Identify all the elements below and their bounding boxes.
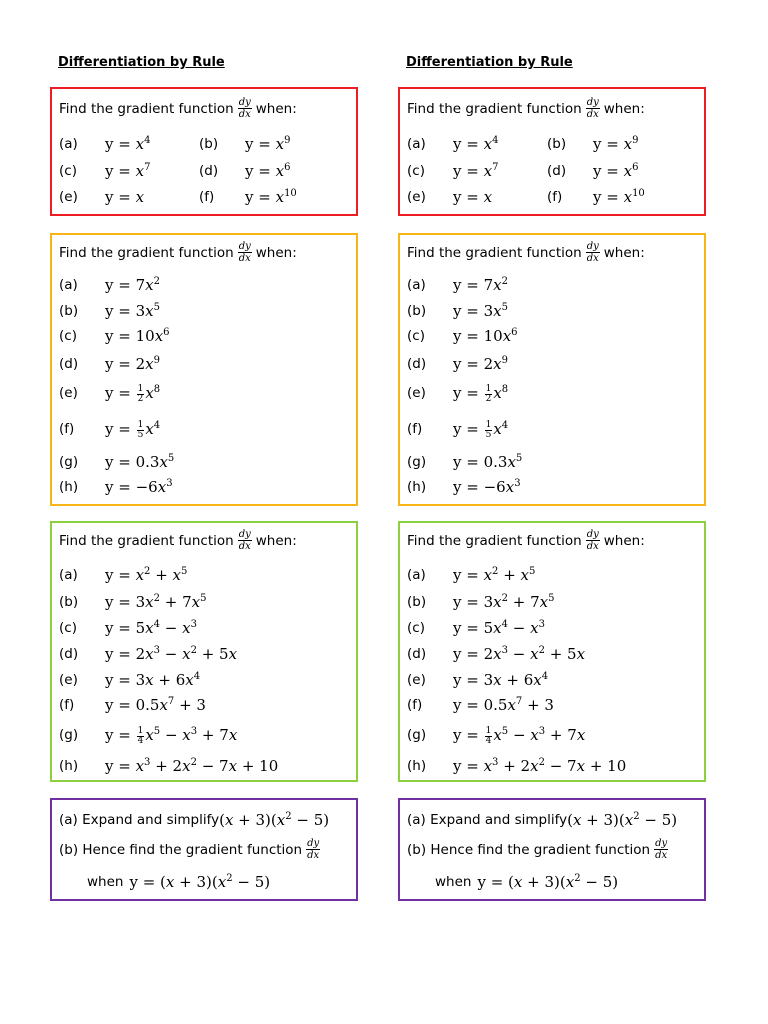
equation: $y = x^3 + 2x^2 - 7x + 10$ [105,757,279,775]
question-label: (a) [59,277,78,293]
question-label: (d) [59,646,79,662]
question-label: (b) [59,594,79,610]
question-row [52,324,356,348]
dy-dx-fraction: $\frac{dy}{dx}$ [655,838,668,861]
equation: $y = 3x + 6x^4$ [105,671,201,689]
question-label: (b) [59,303,79,319]
question-row [400,616,704,640]
question-label: (h) [59,758,79,774]
equation: $y = -6x^3$ [453,478,521,496]
question-row [52,299,356,323]
exercise-box-green [398,521,706,782]
question-row [52,352,356,376]
question-label: (e) [59,189,78,205]
question-row [52,723,356,747]
equation: $y = 2x^3 - x^2 + 5x$ [105,645,238,663]
question-row [52,693,356,717]
dy-dx-fraction: $\frac{dy}{dx}$ [238,529,251,552]
product-expression: $(x + 3)(x^2 - 5)$ [219,811,330,829]
question-row [52,450,356,474]
question-label: (c) [407,620,425,636]
exercise-box-green [50,521,358,782]
worksheet-heading: Differentiation by Rule [406,55,573,70]
prompt [407,241,645,264]
prompt-text: Find the gradient function [407,532,582,549]
question-label: (b) [547,136,567,152]
question-row [400,668,704,692]
prompt-suffix: when: [603,532,645,549]
question-row [400,273,704,297]
gradient-question [407,838,672,861]
dy-dx-fraction: $\frac{dy}{dx}$ [238,241,251,264]
question-label: (e) [407,189,426,205]
exercise-box-orange [398,233,706,506]
question-label: (a) [407,277,426,293]
question-label: (c) [59,163,77,179]
prompt-suffix: when: [603,100,645,117]
equation: $y = 2x^3 - x^2 + 5x$ [453,645,586,663]
question-label: (b) [407,594,427,610]
prompt [59,529,297,552]
question-label: (e) [407,385,426,401]
question-row [52,754,356,778]
gradient-question [59,838,324,861]
question-row [400,299,704,323]
equation: $y = x^6$ [593,162,639,180]
when-text: when [435,874,472,890]
question-row [400,563,704,587]
equation: $y = 7x^2$ [105,276,160,294]
prompt-text: Find the gradient function [407,244,582,261]
question-row [400,723,704,747]
question-row [52,185,356,209]
question-row [52,642,356,666]
dy-dx-fraction: $\frac{dy}{dx}$ [238,97,251,120]
equation: $y = 3x^5$ [105,302,160,320]
when-text: when [87,874,124,890]
question-label: (a) [59,567,78,583]
question-label: (c) [59,328,77,344]
function-expression: $y = (x + 3)(x^2 - 5)$ [477,873,619,891]
equation: $y = 2x^9$ [453,355,508,373]
question-row [52,563,356,587]
equation: $y = x^9$ [593,135,639,153]
equation: $y = 3x + 6x^4$ [453,671,549,689]
question-label: (d) [199,163,219,179]
question-label: (f) [407,421,423,437]
gradient-text: (b) Hence find the gradient function [407,841,651,858]
equation: $y = x^4$ [453,135,499,153]
question-row [400,185,704,209]
equation: $y = x^{10}$ [245,188,297,206]
equation: $y = x^9$ [245,135,291,153]
gradient-condition [87,870,270,894]
question-label: (a) [407,567,426,583]
question-label: (d) [59,356,79,372]
question-label: (g) [407,727,427,743]
question-row [52,590,356,614]
equation: y = x [453,188,493,206]
dy-dx-fraction: $\frac{dy}{dx}$ [586,529,599,552]
question-label: (h) [407,479,427,495]
equation: $y = 3x^2 + 7x^5$ [453,593,555,611]
question-label: (e) [407,672,426,688]
expand-question [59,808,329,832]
equation: y = $\frac{1}{5}$ $x^4$ [453,419,509,440]
gradient-condition [435,870,618,894]
prompt-suffix: when: [603,244,645,261]
question-row [52,668,356,692]
prompt [407,97,645,120]
prompt-suffix: when: [255,244,297,261]
equation: $y = 5x^4 - x^3$ [105,619,197,637]
product-expression: $(x + 3)(x^2 - 5)$ [567,811,678,829]
equation: $y = 10x^6$ [453,327,518,345]
question-row [400,693,704,717]
equation: y = $\frac{1}{2}$ $x^8$ [105,383,161,404]
gradient-text: (b) Hence find the gradient function [59,841,303,858]
prompt [59,241,297,264]
question-row [400,417,704,441]
prompt [59,97,297,120]
equation: y = $\frac{1}{4}$ $x^5 - x^3 + 7x$ [453,725,586,746]
question-row [400,352,704,376]
question-label: (d) [407,356,427,372]
question-row [52,417,356,441]
question-label: (g) [407,454,427,470]
question-label: (e) [59,672,78,688]
question-label: (f) [199,189,215,205]
question-label: (b) [199,136,219,152]
equation: $y = x^3 + 2x^2 - 7x + 10$ [453,757,627,775]
question-row [52,381,356,405]
equation: $y = 5x^4 - x^3$ [453,619,545,637]
question-label: (c) [407,328,425,344]
question-label: (g) [59,727,79,743]
equation: $y = 2x^9$ [105,355,160,373]
prompt-text: Find the gradient function [59,532,234,549]
question-label: (f) [407,697,423,713]
equation: $y = -6x^3$ [105,478,173,496]
expand-text: (a) Expand and simplify [59,812,220,828]
equation: $y = x^4$ [105,135,151,153]
equation: $y = x^2 + x^5$ [105,566,188,584]
question-label: (g) [59,454,79,470]
question-label: (c) [407,163,425,179]
exercise-box-red [398,87,706,216]
expand-text: (a) Expand and simplify [407,812,568,828]
equation: $y = x^7$ [453,162,499,180]
worksheet-heading: Differentiation by Rule [58,55,225,70]
question-label: (b) [407,303,427,319]
question-label: (d) [407,646,427,662]
question-label: (a) [59,136,78,152]
equation: $y = x^6$ [245,162,291,180]
function-expression: $y = (x + 3)(x^2 - 5)$ [129,873,271,891]
question-label: (d) [547,163,567,179]
equation: $y = 7x^2$ [453,276,508,294]
question-row [400,159,704,183]
question-row [52,616,356,640]
equation: y = $\frac{1}{4}$ $x^5 - x^3 + 7x$ [105,725,238,746]
prompt-suffix: when: [255,100,297,117]
equation: $y = 0.5x^7 + 3$ [105,696,206,714]
dy-dx-fraction: $\frac{dy}{dx}$ [586,97,599,120]
equation: $y = 3x^2 + 7x^5$ [105,593,207,611]
exercise-box-purple [50,798,358,901]
question-row [52,159,356,183]
question-row [52,132,356,156]
prompt-text: Find the gradient function [59,100,234,117]
exercise-box-orange [50,233,358,506]
question-row [400,381,704,405]
question-row [400,450,704,474]
question-label: (c) [59,620,77,636]
question-row [400,132,704,156]
equation: $y = 0.5x^7 + 3$ [453,696,554,714]
equation: $y = 0.3x^5$ [453,453,523,471]
equation: y = x [105,188,145,206]
question-label: (h) [407,758,427,774]
question-row [400,475,704,499]
equation: $y = x^{10}$ [593,188,645,206]
question-row [400,590,704,614]
question-row [52,273,356,297]
equation: $y = x^7$ [105,162,151,180]
question-label: (f) [59,697,75,713]
exercise-box-red [50,87,358,216]
question-row [400,754,704,778]
prompt [407,529,645,552]
question-row [400,324,704,348]
prompt-text: Find the gradient function [407,100,582,117]
expand-question [407,808,677,832]
equation: y = $\frac{1}{5}$ $x^4$ [105,419,161,440]
question-row [52,475,356,499]
question-row [400,642,704,666]
equation: $y = 0.3x^5$ [105,453,175,471]
question-label: (f) [59,421,75,437]
prompt-text: Find the gradient function [59,244,234,261]
prompt-suffix: when: [255,532,297,549]
exercise-box-purple [398,798,706,901]
dy-dx-fraction: $\frac{dy}{dx}$ [586,241,599,264]
dy-dx-fraction: $\frac{dy}{dx}$ [307,838,320,861]
question-label: (a) [407,136,426,152]
question-label: (f) [547,189,563,205]
question-label: (e) [59,385,78,401]
equation: $y = x^2 + x^5$ [453,566,536,584]
equation: $y = 3x^5$ [453,302,508,320]
equation: $y = 10x^6$ [105,327,170,345]
question-label: (h) [59,479,79,495]
equation: y = $\frac{1}{2}$ $x^8$ [453,383,509,404]
